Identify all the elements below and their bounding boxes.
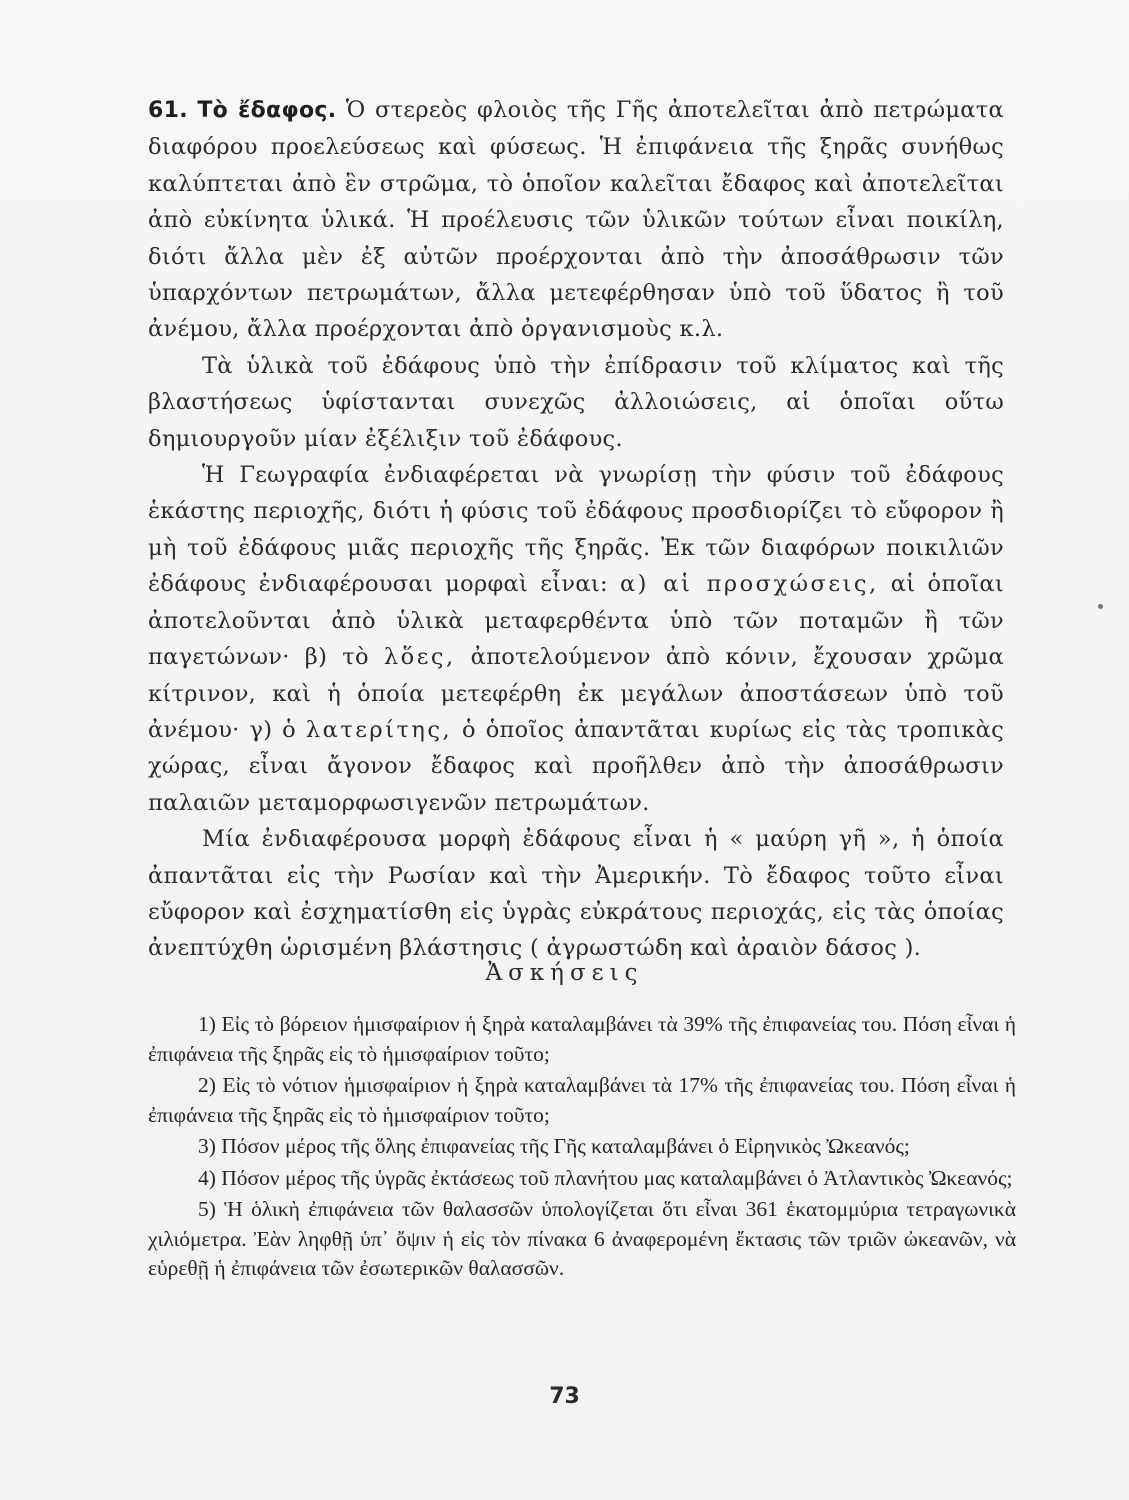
margin-dot bbox=[1098, 604, 1103, 609]
paragraph: Τὰ ὑλικὰ τοῦ ἐδάφους ὑπὸ τὴν ἐπίδρασιν τοῦ κλίματος καὶ τῆς βλαστήσεως ὑφίστανται συνεχῶς ἀλλοιώσεις, αἱ ὁποῖαι οὕτω δημιουργοῦν μίαν ἐξέλιξιν τοῦ ἐδάφους. bbox=[148, 352, 1004, 452]
paragraph-text: ὁ ὁποῖος ἀπαντᾶται κυρίως εἰς τὰς τροπικὰς χώρας, εἶναι ἄγονον ἔδαφος καὶ προῆλθεν ἀπὸ τὴν ἀποσάθρωσιν παλαιῶν μεταμορφωσιγενῶν πετρωμάτων. bbox=[148, 716, 1005, 816]
exercise-item: 2) Εἰς τὸ νότιον ἡμισφαίριον ἡ ξηρὰ καταλαμβάνει τὰ 17% τῆς ἐπιφανείας του. Πόση εἶναι ἡ ἐπιφάνεια τῆς ξηρᾶς εἰς τὸ ἡμισφαίριον τοῦτο; bbox=[148, 1073, 1016, 1127]
paragraph-text: Ὁ στερεὸς φλοιὸς τῆς Γῆς ἀποτελεῖται ἀπὸ πετρώματα διαφόρου προελεύσεως καὶ φύσεως. Ἡ ἐπιφάνεια τῆς ξηρᾶς συνήθως καλύπτεται ἀπὸ ἓν στρῶμα, τὸ ὁποῖον καλεῖται ἔδαφος καὶ ἀποτελεῖται ἀπὸ εὐκίνητα ὑλικά. Ἡ προέλευσις τῶν ὑλικῶν τούτων εἶναι ποικίλη, διότι ἄλλα μὲν ἐξ αὐτῶν προέρχονται ἀπὸ τὴν ἀποσάθρωσιν τῶν ὑπαρχόντων πετρωμάτων, ἄλλα μετεφέρθησαν ὑπὸ τοῦ ὕδατος ἢ τοῦ ἀνέμου, ἄλλα προέρχονται ἀπὸ ὀργανισμοὺς κ.λ. bbox=[148, 97, 1005, 343]
exercise-item: 5) Ἡ ὁλικὴ ἐπιφάνεια τῶν θαλασσῶν ὑπολογίζεται ὅτι εἶναι 361 ἑκατομμύρια τετραγωνικὰ χιλιόμετρα. Ἐὰν ληφθῇ ὑπ᾽ ὄψιν ἡ εἰς τὸν πίνακα 6 ἀναφερομένη ἔκτασις τῶν τριῶν ὠκεανῶν, νὰ εὑρεθῇ ἡ ἐπιφάνεια τῶν ἐσωτερικῶν θαλασσῶν. bbox=[148, 1197, 1016, 1280]
exercises-list bbox=[148, 1010, 1016, 1286]
term-proschoseis: α) αἱ προσχώσεις, bbox=[619, 571, 879, 598]
paragraph: Μία ἐνδιαφέρουσα μορφὴ ἐδάφους εἶναι ἡ « μαύρη γῆ », ἡ ὁποία ἀπαντᾶται εἰς τὴν Ρωσίαν καὶ τὴν Ἀμερικήν. Τὸ ἔδαφος τοῦτο εἶναι εὔφορον καὶ ἐσχηματίσθη εἰς ὑγρὰς εὐκράτους περιοχάς, εἰς τὰς ὁποίας ἀνεπτύχθη ὡρισμένη βλάστησις ( ἀγρωστώδη καὶ ἀραιὸν δάσος ). bbox=[148, 826, 1004, 962]
paragraph-text: αἱ ὁποῖαι ἀποτελοῦνται ἀπὸ ὑλικὰ μεταφερθέντα ὑπὸ τῶν ποταμῶν ἢ τῶν παγετώνων· β) τὸ bbox=[148, 571, 1004, 671]
paragraph-text: ἀποτελούμενον ἀπὸ κόνιν, ἔχουσαν χρῶμα κίτρινον, καὶ ἡ ὁποία μετεφέρθη ἐκ μεγάλων ἀποστάσεων ὑπὸ τοῦ ἀνέμου· γ) ὁ bbox=[148, 644, 1005, 743]
paragraph bbox=[148, 457, 1004, 821]
exercise-item: 1) Εἰς τὸ βόρειον ἡμισφαίριον ἡ ξηρὰ καταλαμβάνει τὰ 39% τῆς ἐπιφανείας του. Πόση εἶναι ἡ ἐπιφάνεια τῆς ξηρᾶς εἰς τὸ ἡμισφαίριον τοῦτο; bbox=[148, 1012, 1016, 1066]
section-title: Τὸ ἔδαφος. bbox=[197, 98, 337, 123]
section-body bbox=[148, 92, 1004, 967]
paragraph-text: Ἡ Γεωγραφία ἐνδιαφέρεται νὰ γνωρίσῃ τὴν φύσιν τοῦ ἐδάφους ἑκάστης περιοχῆς, διότι ἡ φύσις τοῦ ἐδάφους προσδιορίζει τὸ εὔφορον ἢ μὴ τοῦ ἐδάφους μιᾶς περιοχῆς τῆς ξηρᾶς. Ἐκ τῶν διαφόρων ποικιλιῶν ἐδάφους ἐνδιαφέρουσαι μορφαὶ εἶναι: bbox=[148, 462, 1004, 598]
term-loess: λὅες, bbox=[383, 644, 456, 671]
exercises-heading: Ἀσκήσεις bbox=[485, 960, 644, 986]
paragraph bbox=[148, 92, 1004, 348]
section-number: 61. bbox=[148, 98, 188, 123]
page-number: 73 bbox=[549, 1384, 580, 1409]
exercise-item: 3) Πόσον μέρος τῆς ὅλης ἐπιφανείας τῆς Γῆς καταλαμβάνει ὁ Εἰρηνικὸς Ὠκεανός; bbox=[198, 1134, 910, 1158]
term-lateritis: λατερίτης, bbox=[305, 716, 453, 743]
exercise-item: 4) Πόσον μέρος τῆς ὑγρᾶς ἐκτάσεως τοῦ πλανήτου μας καταλαμβάνει ὁ Ἀτλαντικὸς Ὠκεανός; bbox=[198, 1165, 1013, 1190]
